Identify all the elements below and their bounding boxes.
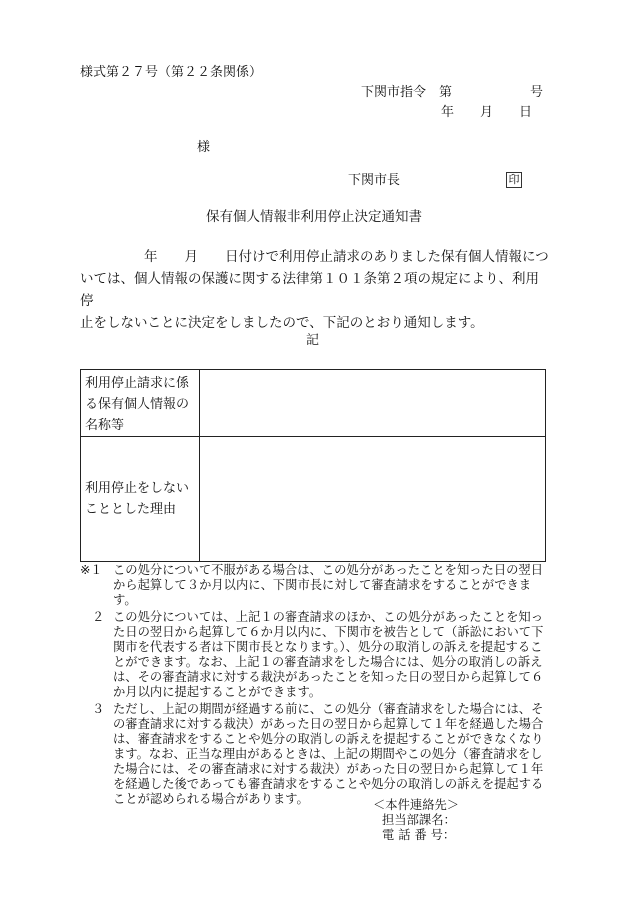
addressee-suffix: 様 bbox=[197, 140, 211, 155]
ki-heading: 記 bbox=[306, 333, 320, 348]
row-label-request-info: 利用停止請求に係る保有個人情報の名称等 bbox=[85, 376, 190, 433]
table-cell-label bbox=[81, 437, 200, 562]
document-title: 保有個人情報非利用停止決定通知書 bbox=[206, 209, 422, 225]
note-item bbox=[80, 610, 550, 700]
notes-section bbox=[80, 563, 550, 807]
table-cell-label bbox=[81, 370, 200, 437]
details-table bbox=[80, 369, 546, 562]
note-number: ※１ bbox=[80, 563, 103, 577]
body-line-2: いては、個人情報の保護に関する法律第１０１条第２項の規定により、利用停 bbox=[80, 271, 539, 309]
seal-mark: 印 bbox=[506, 172, 522, 188]
row-label-reason: 利用停止をしないこととした理由 bbox=[85, 481, 190, 517]
note-number: ２ bbox=[92, 610, 105, 624]
table-row bbox=[81, 370, 546, 437]
contact-phone: 電 話 番 号： bbox=[382, 828, 456, 842]
table-cell-value bbox=[200, 370, 546, 437]
note-text: この処分については、上記１の審査請求のほか、この処分があったことを知った日の翌日から起算して６か月以内に、下関市を被告として（訴訟において下関市を代表する者は下関市長となります。）、処分の取消しの訴えを提起することができます。なお、上記１の審査請求をした場合には、処分の取消しの訴えは、その審査請求に対する裁決があったことを知った日の翌日から起算して６か月以内に提起することができます。 bbox=[113, 610, 544, 699]
body-paragraph bbox=[80, 246, 550, 334]
issue-date: 年 月 日 bbox=[441, 105, 533, 120]
note-item bbox=[80, 563, 550, 608]
body-line-3: 止をしないことに決定をしましたので、下記のとおり通知します。 bbox=[80, 315, 484, 331]
note-number: ３ bbox=[92, 702, 105, 716]
contact-heading: ＜本件連絡先＞ bbox=[373, 798, 460, 812]
note-text: ただし、上記の期間が経過する前に、この処分（審査請求をした場合には、その審査請求に対する裁決）があった日の翌日から起算して１年を経過した場合は、審査請求をすることや処分の取消しの訴えを提起することができなくなります。なお、正当な理由があるときは、上記の期間やこの処分（審査請求をした場合には、その審査請求に対する裁決）があった日の翌日から起算して１年を経過した後であっても審査請求をすることや処分の取消しの訴えを提起することが認められる場合があります。 bbox=[113, 702, 544, 806]
body-line-1: 年 月 日付けで利用停止請求のありました保有個人情報につ bbox=[144, 249, 549, 265]
note-item bbox=[80, 702, 550, 807]
contact-department: 担当部課名： bbox=[382, 813, 456, 827]
document-reference: 下関市指令 第 号 bbox=[361, 85, 544, 100]
note-text: この処分について不服がある場合は、この処分があったことを知った日の翌日から起算して３か月以内に、下関市長に対して審査請求をすることができます。 bbox=[113, 563, 544, 607]
table-row bbox=[81, 437, 546, 562]
issuer-name: 下関市長 bbox=[348, 173, 401, 188]
table-cell-value bbox=[200, 437, 546, 562]
form-number: 様式第２７号（第２２条関係） bbox=[80, 65, 263, 80]
